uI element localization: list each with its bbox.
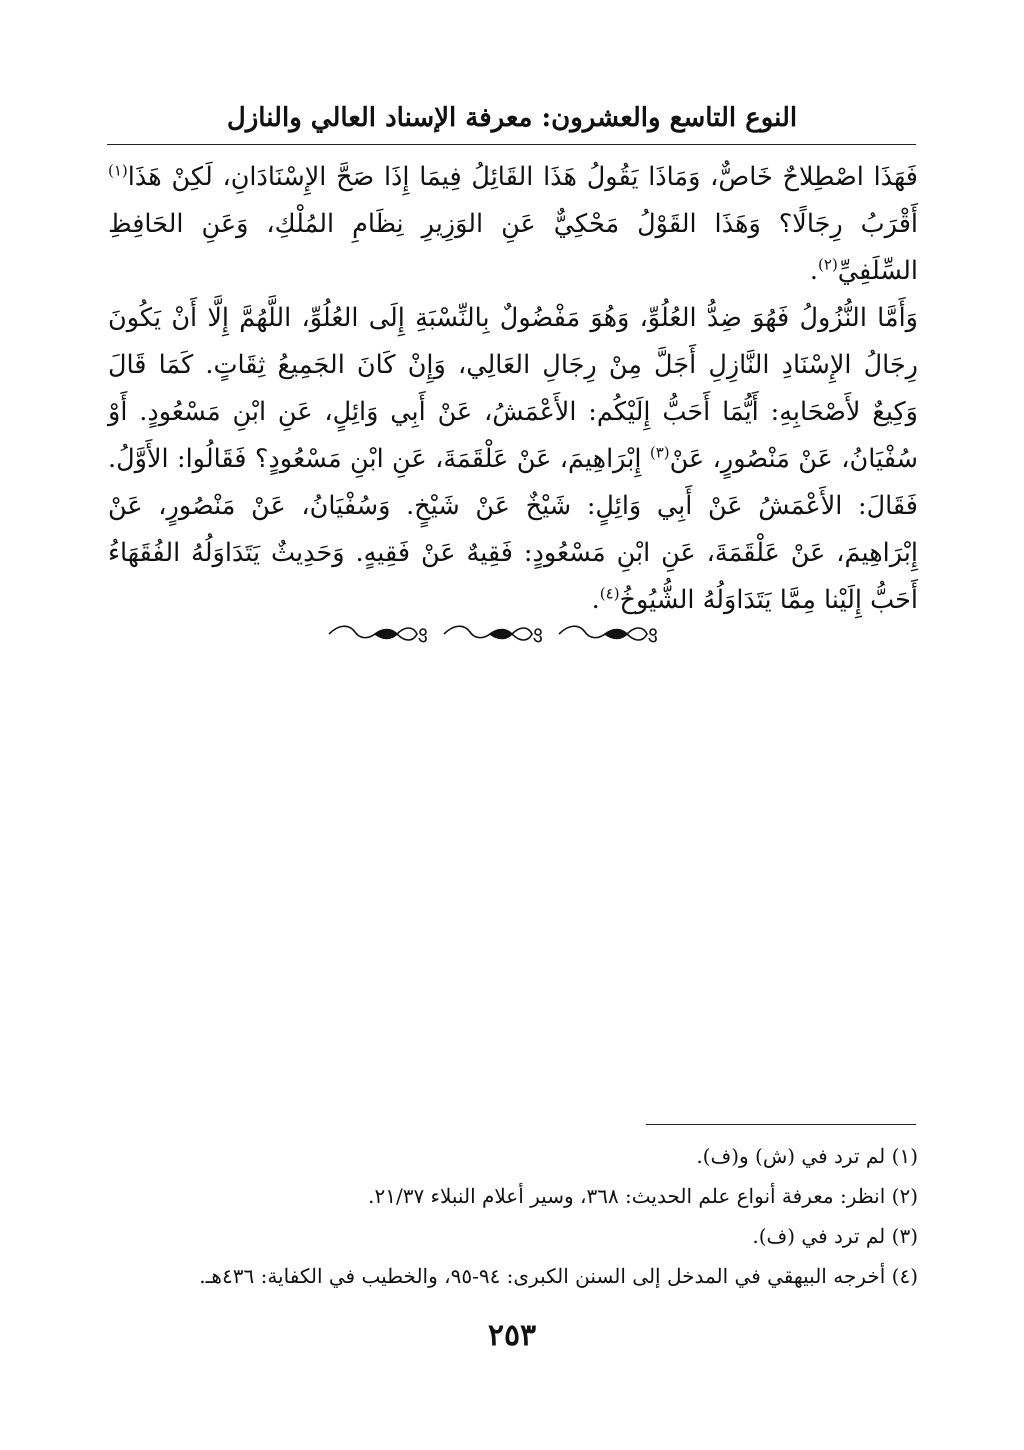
floral-divider-unit-1 [329,626,426,641]
floral-divider-unit-3 [559,626,656,641]
footnote-4: (٤) أخرجه البيهقي في المدخل إلى السنن الكبرى: ٩٤-٩٥، والخطيب في الكفاية: ٤٣٦هـ. [199,1264,918,1288]
paragraph-2 [108,295,918,624]
footnote-1: (١) لم ترد في (ش) و(ف). [696,1144,918,1168]
floral-divider-icon [325,618,665,650]
page-number: ٢٥٣ [487,1318,537,1353]
footnote-ref-2[interactable]: (٢) [818,255,838,274]
paragraph-2-part-1: وَأَمَّا النُّزُولُ فَهُوَ ضِدُّ العُلُوِّ، وَهُوَ مَفْضُولٌ بِالنِّسْبَةِ إِلَى العُلُوِّ، اللَّهُمَّ إِلَّا أَنْ يَكُونَ رِجَالُ الإِسْنَادِ النَّازِلِ أَجَلَّ مِنْ رِجَالِ العَالِي، وَإِنْ كَانَ الجَمِيعُ ثِقَاتٍ. كَمَا قَالَ وَكِيعٌ لأَصْحَابِهِ: أَيُّمَا أَحَبُّ إِلَيْكُم: الأَعْمَشُ، عَنْ أَبِي وَائِلٍ، عَنِ ابْنِ مَسْعُودٍ. أَوْ سُفْيَانُ، عَنْ مَنْصُورٍ، عَنْ [108,303,918,474]
footnote-ref-1[interactable]: (١) [108,161,128,180]
footnote-3: (٣) لم ترد في (ف). [752,1224,918,1248]
footnotes [108,1136,918,1296]
main-text [108,154,918,624]
footnote-ref-4[interactable]: (٤) [599,584,620,603]
footnote-rule [646,1124,916,1125]
paragraph-1 [108,154,918,295]
paragraph-1-part-1: فَهَذَا اصْطِلاحٌ خَاصٌّ، وَمَاذَا يَقُولُ هَذَا القَائِلُ فِيمَا إِذَا صَحَّ الإِسْنَادَانِ، لَكِنْ هَذَا [127,162,918,192]
running-header: النوع التاسع والعشرون: معرفة الإسناد العالي والنازل [226,103,798,133]
footnote-ref-3[interactable]: (٣) [649,443,670,462]
paragraph-1-part-3: . [809,256,819,286]
header-rule [107,144,916,145]
footnote-2: (٢) انظر: معرفة أنواع علم الحديث: ٣٦٨، وسير أعلام النبلاء ٢١/٣٧. [368,1184,918,1208]
paragraph-2-part-2: إِبْرَاهِيمَ، عَنْ عَلْقَمَةَ، عَنِ ابْنِ مَسْعُودٍ؟ فَقَالُوا: الأَوَّلُ. فَقَالَ: الأَعْمَشُ عَنْ أَبِي وَائِلٍ: شَيْخٌ عَنْ شَيْخٍ. وَسُفْيَانُ، عَنْ مَنْصُورٍ، عَنْ إِبْرَاهِيمَ، عَنْ عَلْقَمَةَ، عَنِ ابْنِ مَسْعُودٍ: فَقِيهٌ عَنْ فَقِيهٍ. وَحَدِيثٌ يَتَدَاوَلُهُ الفُقَهَاءُ أَحَبُّ إِلَيْنا مِمَّا يَتَدَاوَلُهُ الشُّيُوخُ [108,444,918,615]
paragraph-2-part-3: . [591,585,600,615]
floral-divider-unit-2 [444,626,541,641]
paragraph-1-part-2: أَقْرَبُ رِجَالًا؟ وَهَذَا القَوْلُ مَحْكِيٌّ عَنِ الوَزِيرِ نِظَامِ المُلْكِ، وَعَنِ الحَافِظِ السِّلَفِيِّ [108,209,918,286]
